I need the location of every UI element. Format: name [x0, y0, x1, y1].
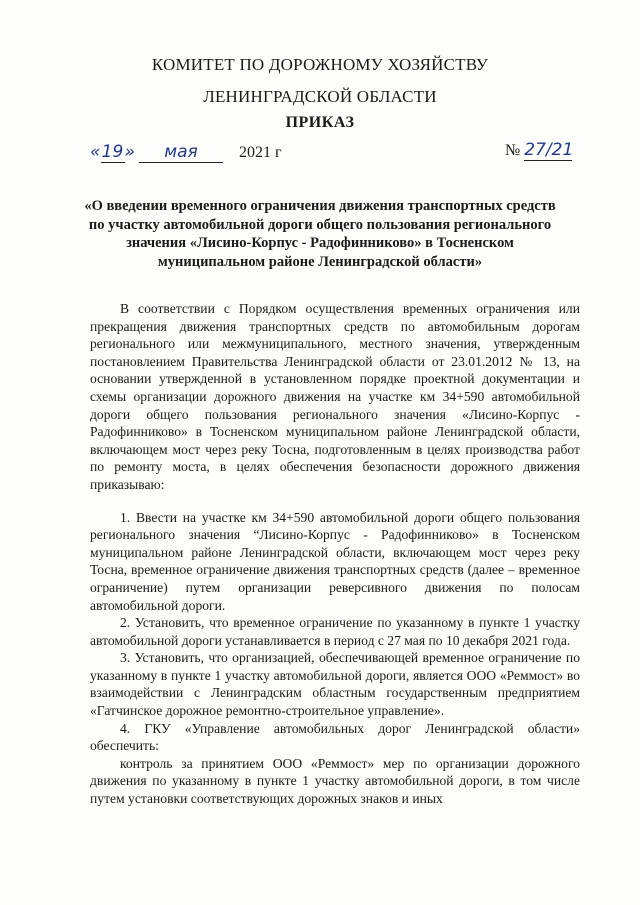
order-body: [90, 300, 580, 808]
date-open-quote: «: [90, 142, 101, 162]
date-day: 19: [101, 142, 124, 162]
item-4-paragraph: 4. ГКУ «Управление автомобильных дорог Ленинградской области» обеспечить:: [90, 720, 580, 754]
number-value: 27/21: [524, 140, 574, 160]
order-date: [90, 142, 282, 163]
number-prefix: №: [505, 142, 521, 159]
org-name-line2: ЛЕНИНГРАДСКОЙ ОБЛАСТИ: [203, 87, 437, 106]
order-number: [505, 140, 572, 161]
item-1-paragraph: 1. Ввести на участке км 34+590 автомобильной дороги общего пользования регионального значения “Лисино-Корпус - Радофинниково» в Тосненском муниципальном районе Ленинградской области, включающем мост через реку Тосна, временное ограничение движения транспортных средств (далее – временное ограничение) путем организации реверсивного движения по полосам автомобильной дороги.: [90, 509, 580, 613]
date-close-quote: »: [124, 142, 135, 162]
item-2-paragraph: 2. Установить, что временное ограничение по указанному в пункте 1 участку автомобильной дороги устанавливается в период с 27 мая по 10 декабря 2021 года.: [90, 615, 580, 648]
date-month: мая: [139, 142, 223, 163]
document-type: ПРИКАЗ: [285, 114, 355, 131]
org-name-line1: КОМИТЕТ ПО ДОРОЖНОМУ ХОЗЯЙСТВУ: [151, 55, 489, 74]
preamble-paragraph: В соответствии с Порядком осуществления временных ограничения или прекращения движения транспортных средств по автомобильным дорогам регионального или межмуниципального, местного значения, утвержденным постановлением Правительства Ленинградской области от 23.01.2012 № 13, на основании утвержденной в установленном порядке проектной документации и схемы организации дорожного движения на участке км 34+590 автомобильной дороги общего пользования регионального значения «Лисино-Корпус - Радофинниково» в Тосненском муниципальном районе Ленинградской области, включающем мост через реку Тосна, подготовленным в целях производства работ по ремонту моста, в целях обеспечения безопасности дорожного движения приказываю:: [90, 301, 580, 492]
item-4-subparagraph: контроль за принятием ООО «Реммост» мер по организации дорожного движения по указанному в пункте 1 участку автомобильной дороги, в том числе путем установки соответствующих дорожных знаков и иных: [90, 755, 580, 807]
order-subject: «О введении временного ограничения движения транспортных средств по участку автомобильной дороги общего пользования регионального значения «Лисино-Корпус - Радофинниково» в Тосненском муниципальном районе Ленинградской области»: [84, 198, 556, 270]
date-year: 2021 г: [239, 144, 282, 161]
item-3-paragraph: 3. Установить, что организацией, обеспечивающей временное ограничение по указанному в пункте 1 участку автомобильной дороги, является ООО «Реммост» во взаимодействии с Ленинградским областным государственным предприятием «Гатчинское дорожное ремонтно-строительное управление».: [90, 650, 580, 719]
